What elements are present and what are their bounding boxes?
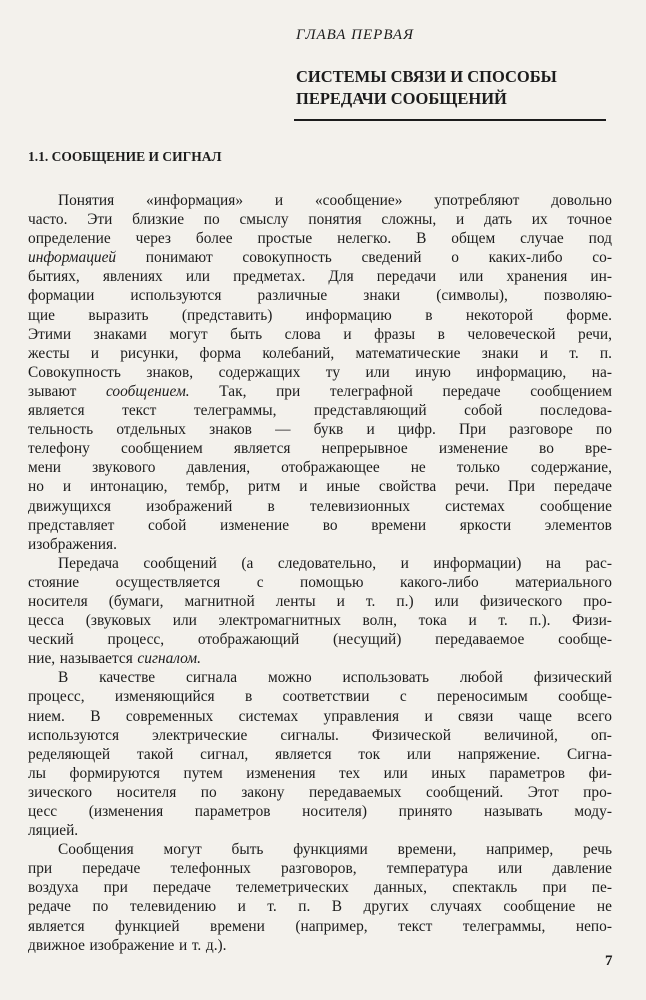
text-line: информацией понимают совокупность сведений о каких-либо со- <box>28 249 612 267</box>
text-line: формации используются различные знаки (символы), позволяю- <box>28 287 612 305</box>
text-line: но и интонацию, тембр, ритм и иные свойства речи. При передаче <box>28 478 612 496</box>
text-line: щие выразить (представить) информацию в некоторой форме. <box>28 306 612 324</box>
text-line: является текст телеграммы, представляющий собой последова- <box>28 402 612 420</box>
text-line: движное изображение и т. д.). <box>28 936 227 954</box>
text-line: нием. В современных системах управления и связи чаще всего <box>28 707 612 725</box>
text-line: ческий процесс, отображающий (несущий) передаваемое сообще- <box>28 631 612 649</box>
text-line: стояние осуществляется с помощью какого-либо материального <box>28 573 612 591</box>
text-line: при передаче телефонных разговоров, температура или давление <box>28 860 612 878</box>
text-line: лы формируются путем изменения тех или иных параметров фи- <box>28 764 612 782</box>
text-line: тельность отдельных знаков — букв и цифр. При разговоре по <box>28 421 612 439</box>
text-line: часто. Эти близкие по смыслу понятия сложны, и дать их точное <box>28 211 612 229</box>
text-line: Понятия «информация» и «сообщение» употребляют довольно <box>58 192 612 209</box>
text-line: В качестве сигнала можно использовать любой физический <box>58 669 612 687</box>
text-line: зического носителя по закону передаваемых сообщений. Этот про- <box>28 783 612 801</box>
text-line: зывают сообщением. Так, при телеграфной передаче сообщением <box>28 382 612 400</box>
text-line: мени звукового давления, отображающее не только содержание, <box>28 459 612 477</box>
paragraph <box>28 554 612 669</box>
text-line: изображения. <box>28 535 117 553</box>
chapter-title <box>296 66 608 110</box>
text-line: воздуха при передаче телеметрических данных, спектакль при пе- <box>28 879 612 897</box>
text-line: цесса (звуковых или электромагнитных волн, тока и т. п.). Физи- <box>28 612 612 630</box>
text-line: ляцией. <box>28 822 79 840</box>
text-line: бытиях, явлениях или предметах. Для передачи или хранения ин- <box>28 268 612 286</box>
chapter-title-line: ПЕРЕДАЧИ СООБЩЕНИЙ <box>296 89 507 108</box>
paragraph <box>28 840 612 955</box>
text-line: ние, называется сигналом. <box>28 650 201 668</box>
page-number: 7 <box>605 953 613 969</box>
text-line: является функцией времени (например, текст телеграммы, непо- <box>28 917 612 935</box>
chapter-label: ГЛАВА ПЕРВАЯ <box>296 27 414 43</box>
text-line: определение через более простые нелегко. В общем случае под <box>28 230 612 248</box>
text-line: представляет собой изменение во времени яркости элементов <box>28 516 612 534</box>
text-line: Передача сообщений (а следовательно, и информации) на рас- <box>58 554 612 572</box>
text-line: носителя (бумаги, магнитной ленты и т. п.) или физического про- <box>28 592 612 610</box>
title-underline <box>294 119 606 121</box>
paragraph <box>28 668 612 840</box>
section-heading: 1.1. СООБЩЕНИЕ И СИГНАЛ <box>28 149 222 164</box>
text-line: движущихся изображений в телевизионных системах сообщение <box>28 497 612 515</box>
chapter-title-line: СИСТЕМЫ СВЯЗИ И СПОСОБЫ <box>296 67 557 86</box>
paragraph <box>28 191 612 554</box>
text-line: используются электрические сигналы. Физической величиной, оп- <box>28 726 612 744</box>
text-line: телефону сообщением является непрерывное изменение во вре- <box>28 440 612 458</box>
text-line: цесс (изменения параметров носителя) принято называть моду- <box>28 803 612 820</box>
text-line: процесс, изменяющийся в соответствии с переносимым сообще- <box>28 688 612 706</box>
text-line: ределяющей такой сигнал, является ток или напряжение. Сигна- <box>28 745 612 763</box>
text-line: жесты и рисунки, форма колебаний, математические знаки и т. п. <box>28 344 612 362</box>
text-line: Этими знаками могут быть слова и фразы в человеческой речи, <box>28 325 612 343</box>
text-line: Сообщения могут быть функциями времени, например, речь <box>58 841 612 859</box>
text-line: Совокупность знаков, содержащих ту или иную информацию, на- <box>28 363 612 381</box>
body-text <box>28 191 612 955</box>
text-line: редаче по телевидению и т. п. В других случаях сообщение не <box>28 898 612 916</box>
